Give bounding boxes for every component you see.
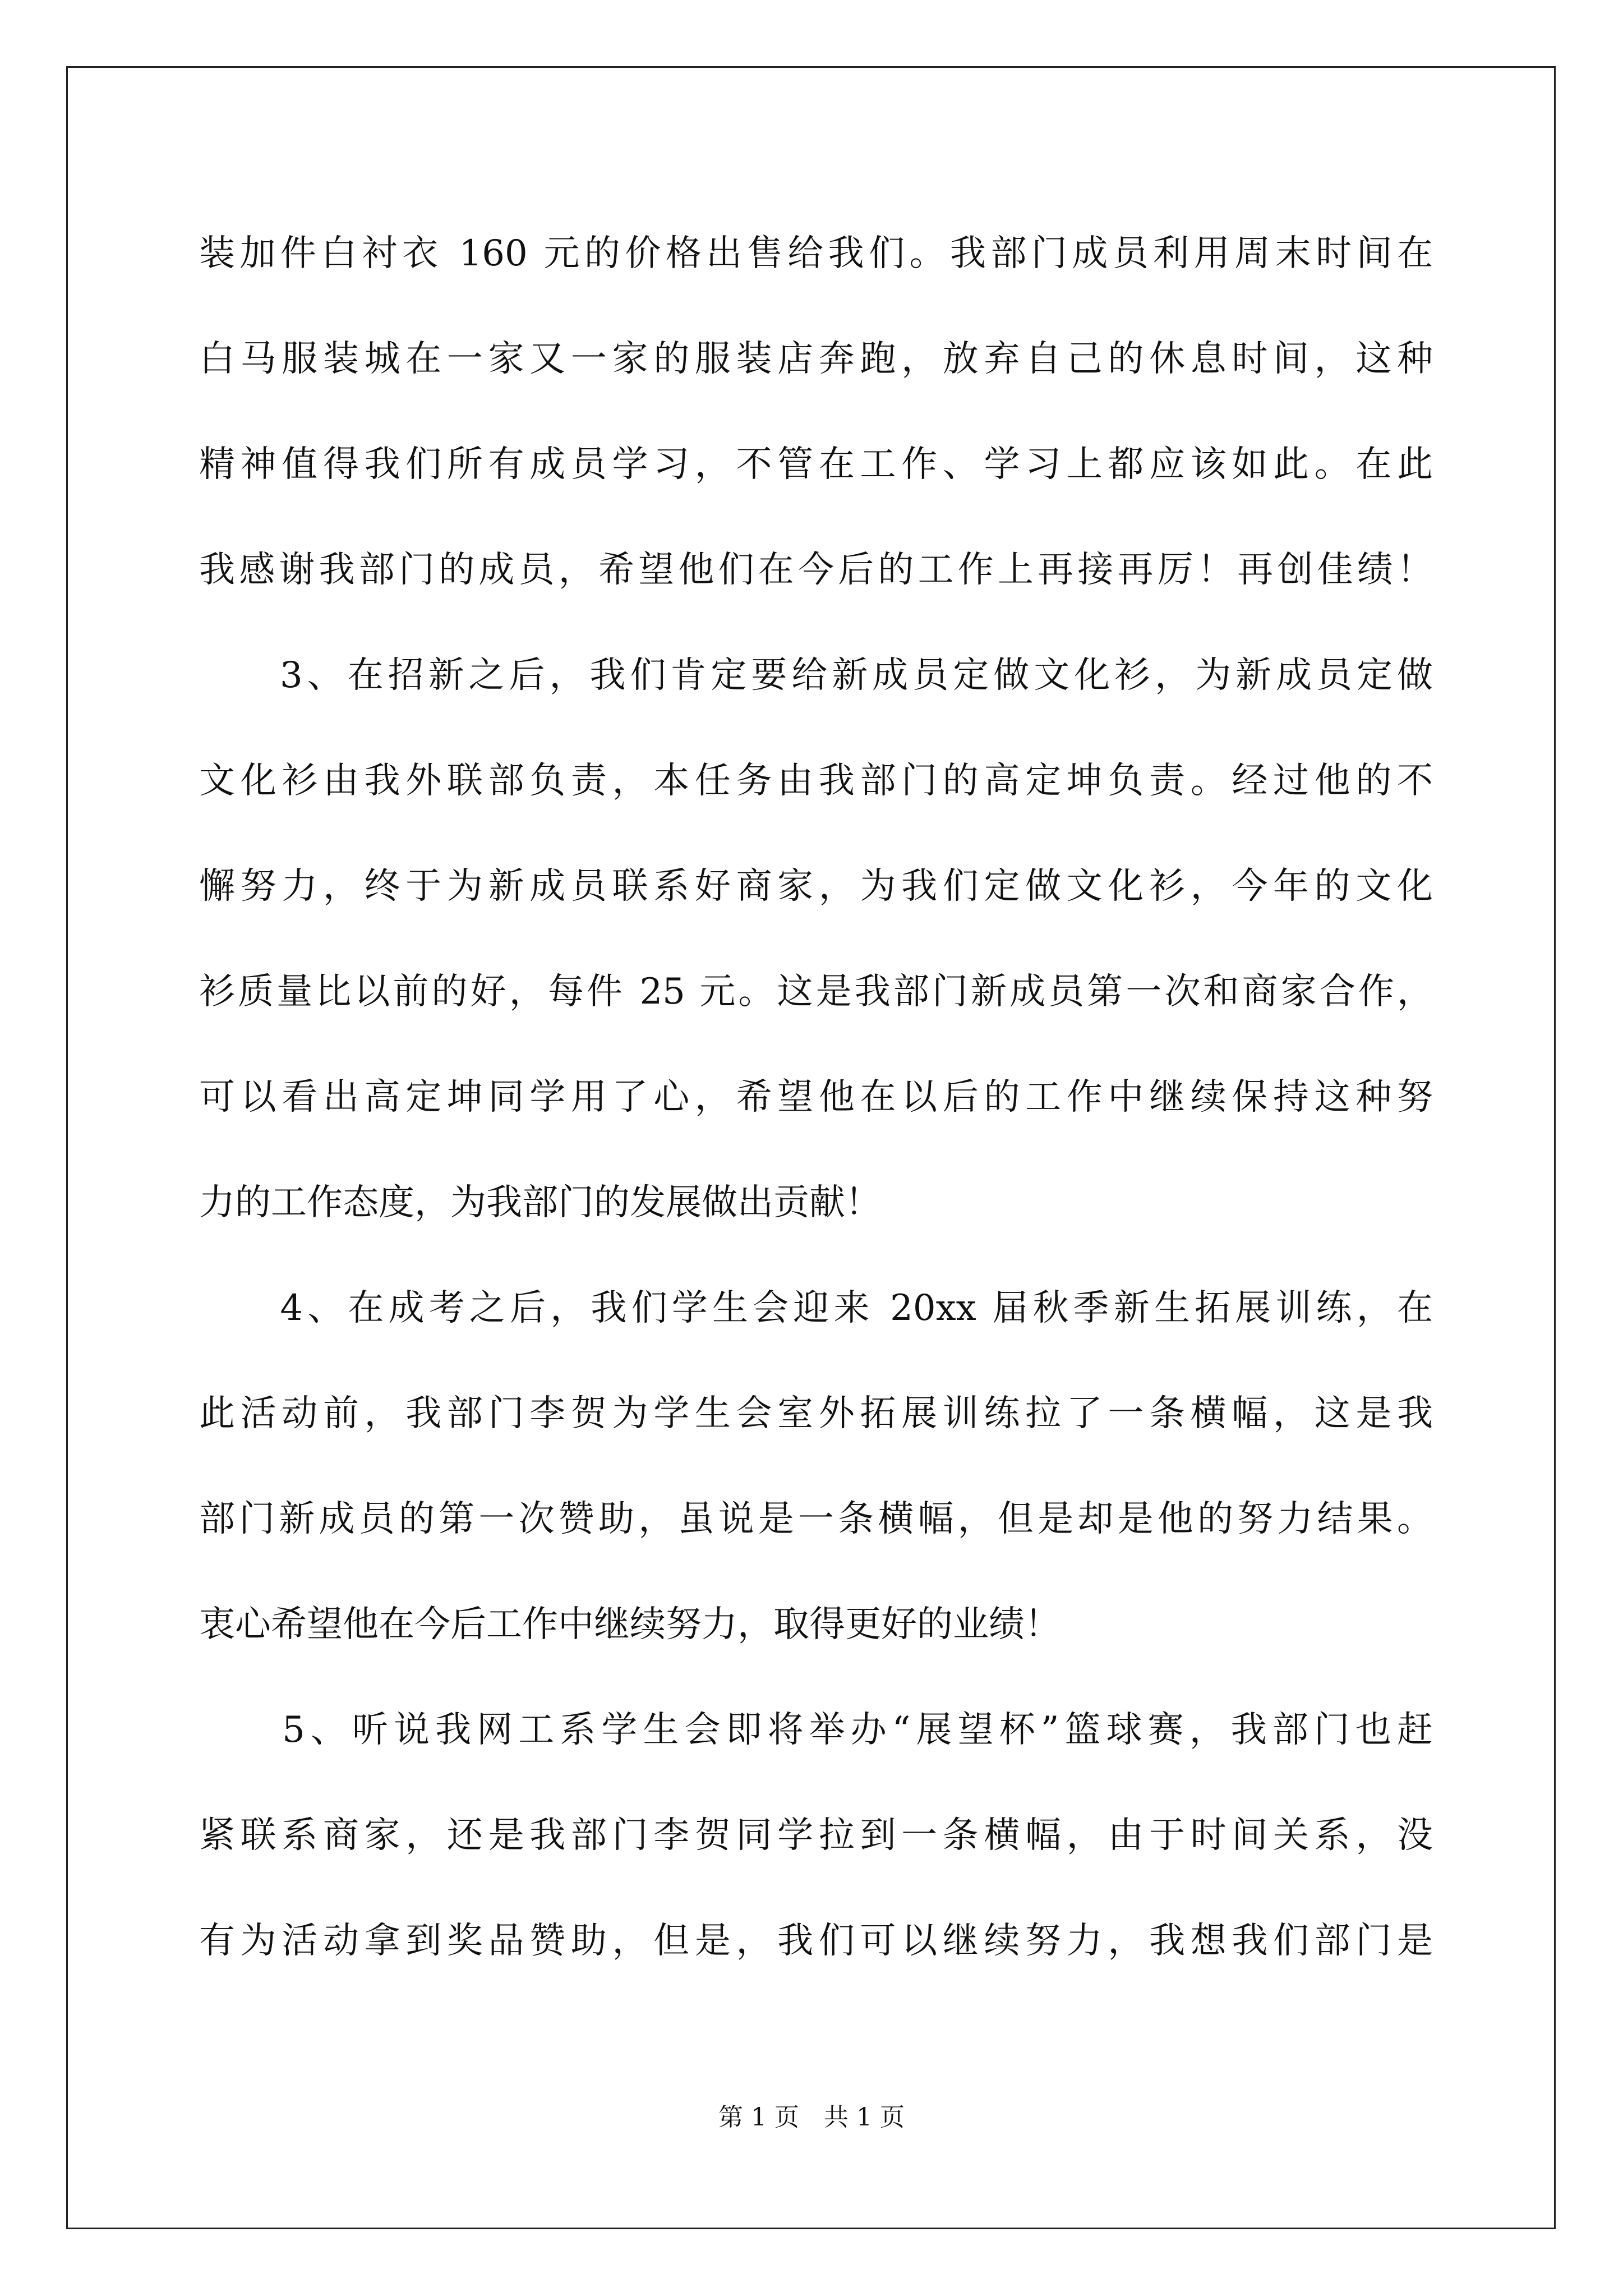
- text-line: 有为活动拿到奖品赞助，但是，我们可以继续努力，我想我们部门是: [199, 1920, 1433, 1962]
- text-line: 3、在招新之后，我们肯定要给新成员定做文化衫，为新成员定做: [199, 655, 1433, 696]
- text-line: 装加件白衬衣 160 元的价格出售给我们。我部门成员利用周末时间在: [199, 233, 1433, 274]
- text-line: 懈努力，终于为新成员联系好商家，为我们定做文化衫，今年的文化: [199, 866, 1433, 907]
- text-line: 此活动前，我部门李贺为学生会室外拓展训练拉了一条横幅，这是我: [199, 1393, 1433, 1434]
- text-line: 精神值得我们所有成员学习，不管在工作、学习上都应该如此。在此: [199, 444, 1433, 485]
- page-border: [66, 66, 1556, 2229]
- text-line: 衫质量比以前的好，每件 25 元。这是我部门新成员第一次和商家合作，: [199, 971, 1433, 1013]
- text-line: 力的工作态度，为我部门的发展做出贡献！: [199, 1182, 881, 1223]
- text-line: 文化衫由我外联部负责，本任务由我部门的高定坤负责。经过他的不: [199, 760, 1433, 802]
- page-footer: 第 1 页 共 1 页: [718, 2103, 905, 2132]
- text-line: 可以看出高定坤同学用了心，希望他在以后的工作中继续保持这种努: [199, 1076, 1433, 1118]
- text-line: 衷心希望他在今后工作中继续努力，取得更好的业绩！: [199, 1604, 1061, 1645]
- text-line: 白马服装城在一家又一家的服装店奔跑，放弃自己的休息时间，这种: [199, 338, 1433, 380]
- text-line: 紧联系商家，还是我部门李贺同学拉到一条横幅，由于时间关系，没: [199, 1815, 1433, 1856]
- text-line: 4、在成考之后，我们学生会迎来 20xx 届秋季新生拓展训练，在: [199, 1287, 1433, 1329]
- text-line: 5、听说我网工系学生会即将举办“展望杯”篮球赛，我部门也赶: [199, 1709, 1433, 1751]
- text-line: 我感谢我部门的成员，希望他们在今后的工作上再接再厉！再创佳绩！: [199, 549, 1433, 591]
- text-line: 部门新成员的第一次赞助，虽说是一条横幅，但是却是他的努力结果。: [199, 1498, 1433, 1540]
